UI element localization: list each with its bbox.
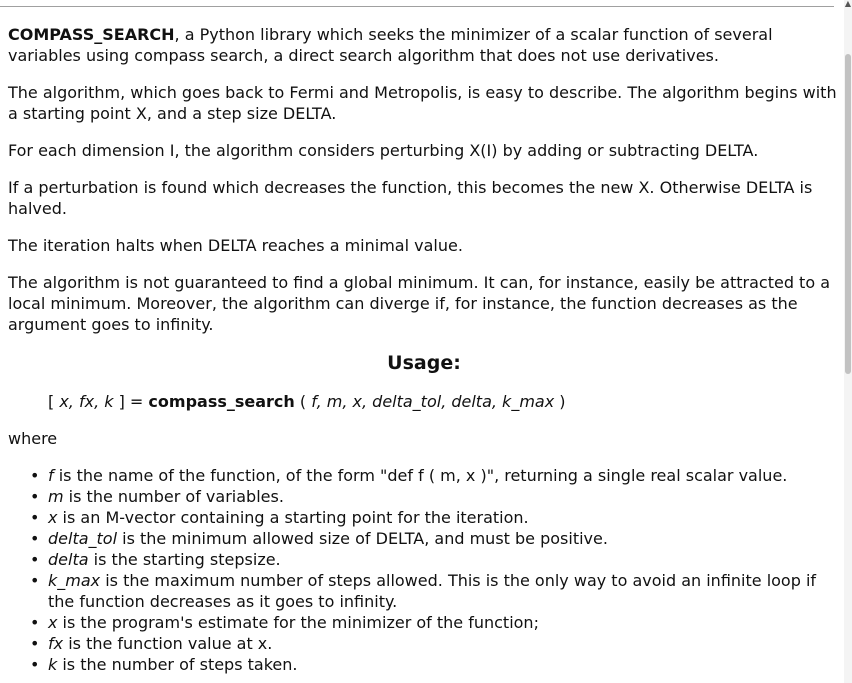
list-item [30,633,840,654]
param-name: x [48,613,58,632]
bullet-icon: • [30,634,40,653]
list-item [30,528,840,549]
param-name: f [48,466,54,485]
sig-close-bracket: ] = [113,392,149,411]
param-description: is the function value at x. [63,634,273,653]
usage-signature [48,391,840,412]
list-item [30,654,840,675]
param-description: is an M-vector containing a starting point for the iteration. [57,508,529,527]
intro-paragraph [8,24,840,66]
document-content [8,24,840,675]
list-item [30,486,840,507]
param-name: k [48,655,58,674]
param-name: fx [48,634,64,653]
param-description: is the maximum number of steps allowed. This is the only way to avoid an infinite loop if the function decreases as it goes to infinity. [48,571,817,611]
param-description: is the starting stepsize. [88,550,281,569]
parameter-list [8,465,840,675]
list-item [30,570,840,612]
list-item [30,612,840,633]
top-divider [0,6,834,7]
sig-open-bracket: [ [48,392,60,411]
param-name: k_max [48,571,101,590]
param-name: delta_tol [48,529,118,548]
param-description: is the name of the function, of the form "def f ( m, x )", returning a single real scalar value. [53,466,788,485]
paragraph-halt: The iteration halts when DELTA reaches a minimal value. [8,236,463,255]
usage-heading: Usage: [387,352,461,374]
sig-outputs: x, fx, k [59,392,114,411]
bullet-icon: • [30,571,40,590]
bullet-icon: • [30,613,40,632]
bullet-icon: • [30,508,40,527]
param-description: is the minimum allowed size of DELTA, and must be positive. [117,529,608,548]
sig-close-paren: ) [554,392,566,411]
param-name: x [48,508,58,527]
list-item [30,465,840,486]
param-name: delta [48,550,89,569]
bullet-icon: • [30,655,40,674]
scrollbar-thumb[interactable] [845,54,851,374]
list-item [30,549,840,570]
bullet-icon: • [30,529,40,548]
bullet-icon: • [30,550,40,569]
library-name: COMPASS_SEARCH [8,25,175,44]
paragraph-origin: The algorithm, which goes back to Fermi and Metropolis, is easy to describe. The algorithm begins with a starting point X, and a step size DELTA. [8,83,837,123]
library-description: , a Python library which seeks the minimizer of a scalar function of several variables using compass search, a direct search algorithm that does not use derivatives. [8,25,773,65]
sig-arguments: f, m, x, delta_tol, delta, k_max [311,392,555,411]
paragraph-caveat: The algorithm is not guaranteed to find a global minimum. It can, for instance, easily be attracted to a local minimum. Moreover, the algorithm can diverge if, for instance, the function decreases as the argument goes to infinity. [8,273,831,334]
paragraph-dimension: For each dimension I, the algorithm considers perturbing X(I) by adding or subtracting DELTA. [8,141,759,160]
paragraph-perturbation: If a perturbation is found which decreases the function, this becomes the new X. Otherwise DELTA is halved. [8,178,813,218]
sig-function-name: compass_search [148,392,295,411]
sig-open-paren: ( [294,392,312,411]
bullet-icon: • [30,487,40,506]
list-item [30,507,840,528]
scroll-up-arrow-icon[interactable]: ▲ [844,0,851,8]
vertical-scrollbar[interactable] [844,0,852,683]
param-description: is the number of variables. [63,487,284,506]
where-label: where [8,429,58,448]
param-description: is the number of steps taken. [57,655,298,674]
bullet-icon: • [30,466,40,485]
param-name: m [48,487,64,506]
param-description: is the program's estimate for the minimizer of the function; [57,613,539,632]
